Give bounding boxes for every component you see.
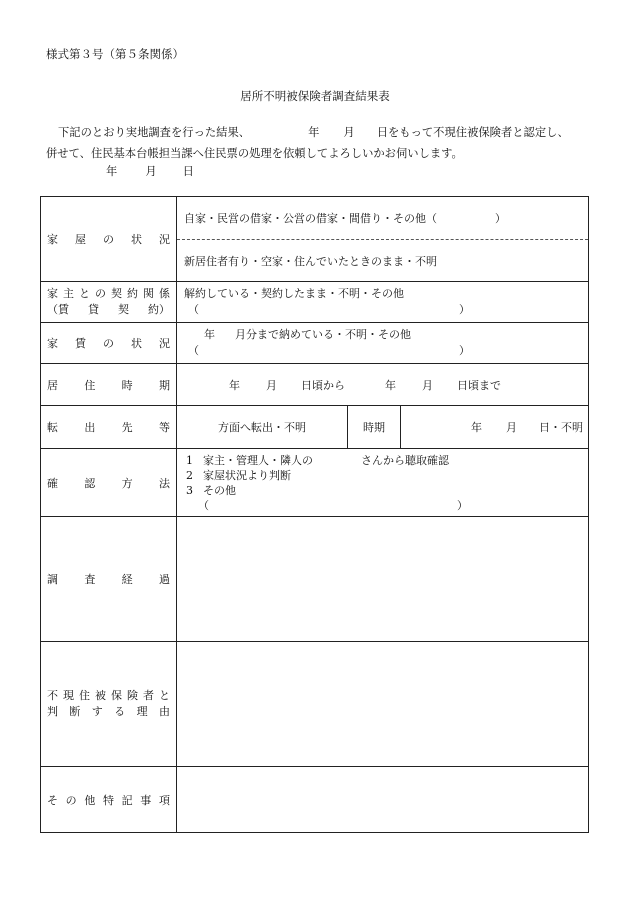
row-residence-period — [41, 364, 589, 406]
row-rent — [41, 323, 589, 364]
intro-line1-a: 下記のとおり実地調査を行った結果、 — [58, 126, 251, 139]
label-reason: 不 現 住 被 保 険 者 と 判 断 す る 理 由 — [41, 642, 177, 767]
row-notes — [41, 767, 589, 833]
date-month: 月 — [145, 165, 157, 178]
progress-field[interactable] — [177, 517, 589, 642]
moved-to-date: 年 月 日・不明 — [471, 421, 583, 434]
label-notes: そ の 他 特 記 事 項 — [41, 767, 177, 833]
residence-period-cell: 年 月 日頃から 年 月 日頃まで — [177, 364, 589, 406]
intro-month: 月 — [343, 126, 355, 139]
moved-to-time-label: 時期 — [348, 406, 401, 448]
moved-to-cell — [177, 406, 589, 449]
row-moved-to — [41, 406, 589, 449]
row-house — [41, 197, 589, 282]
house-options-bottom: 新居住者有り・空家・住んでいたときのまま・不明 — [184, 254, 437, 268]
document-title: 居所不明被保険者調査結果表 — [240, 89, 390, 103]
moved-to-direction: 方面へ転出・不明 — [177, 406, 348, 448]
survey-table — [40, 196, 589, 833]
label-rent: 家 賃 の 状 況 — [41, 323, 177, 364]
intro-line1-b: 日をもって不現住被保険者と認定し、 — [376, 126, 569, 139]
row-contract — [41, 282, 589, 323]
contract-options: 解約している・契約したまま・不明・その他 — [184, 287, 404, 300]
label-progress: 調 査 経 過 — [41, 517, 177, 642]
date-day: 日 — [182, 165, 194, 178]
contract-options-cell: 解約している・契約したまま・不明・その他 （ ） — [177, 282, 589, 323]
intro-year: 年 — [308, 126, 320, 139]
house-options-cell — [177, 197, 589, 282]
confirm-cell: 1 家主・管理人・隣人の さんから聴取確認 2 家屋状況より判断 3 その他 （ ） — [177, 449, 589, 517]
rent-year: 年 — [204, 328, 215, 341]
row-progress — [41, 517, 589, 642]
reason-field[interactable] — [177, 642, 589, 767]
date-line — [106, 163, 194, 179]
house-options-top: 自家・民営の借家・公営の借家・間借り・その他（ — [184, 212, 437, 225]
intro-paragraph — [46, 122, 606, 164]
notes-field[interactable] — [177, 767, 589, 833]
label-contract: 家 主 と の 契 約 関 係 （賃 貸 契 約） — [41, 282, 177, 323]
label-confirm: 確 認 方 法 — [41, 449, 177, 517]
form-number: 様式第３号（第５条関係） — [46, 47, 184, 61]
row-confirm — [41, 449, 589, 517]
intro-line2: 併せて、住民基本台帳担当課へ住民票の処理を依頼してよろしいかお伺いします。 — [46, 147, 463, 160]
rent-options: 月分まで納めている・不明・その他 — [235, 328, 411, 341]
rent-options-cell: 年 月分まで納めている・不明・その他 （ ） — [177, 323, 589, 364]
date-year: 年 — [106, 165, 118, 178]
house-options-close: ） — [495, 212, 506, 225]
label-moved-to: 転 出 先 等 — [41, 406, 177, 449]
label-residence-period: 居 住 時 期 — [41, 364, 177, 406]
label-house: 家 屋 の 状 況 — [41, 197, 177, 282]
row-reason — [41, 642, 589, 767]
